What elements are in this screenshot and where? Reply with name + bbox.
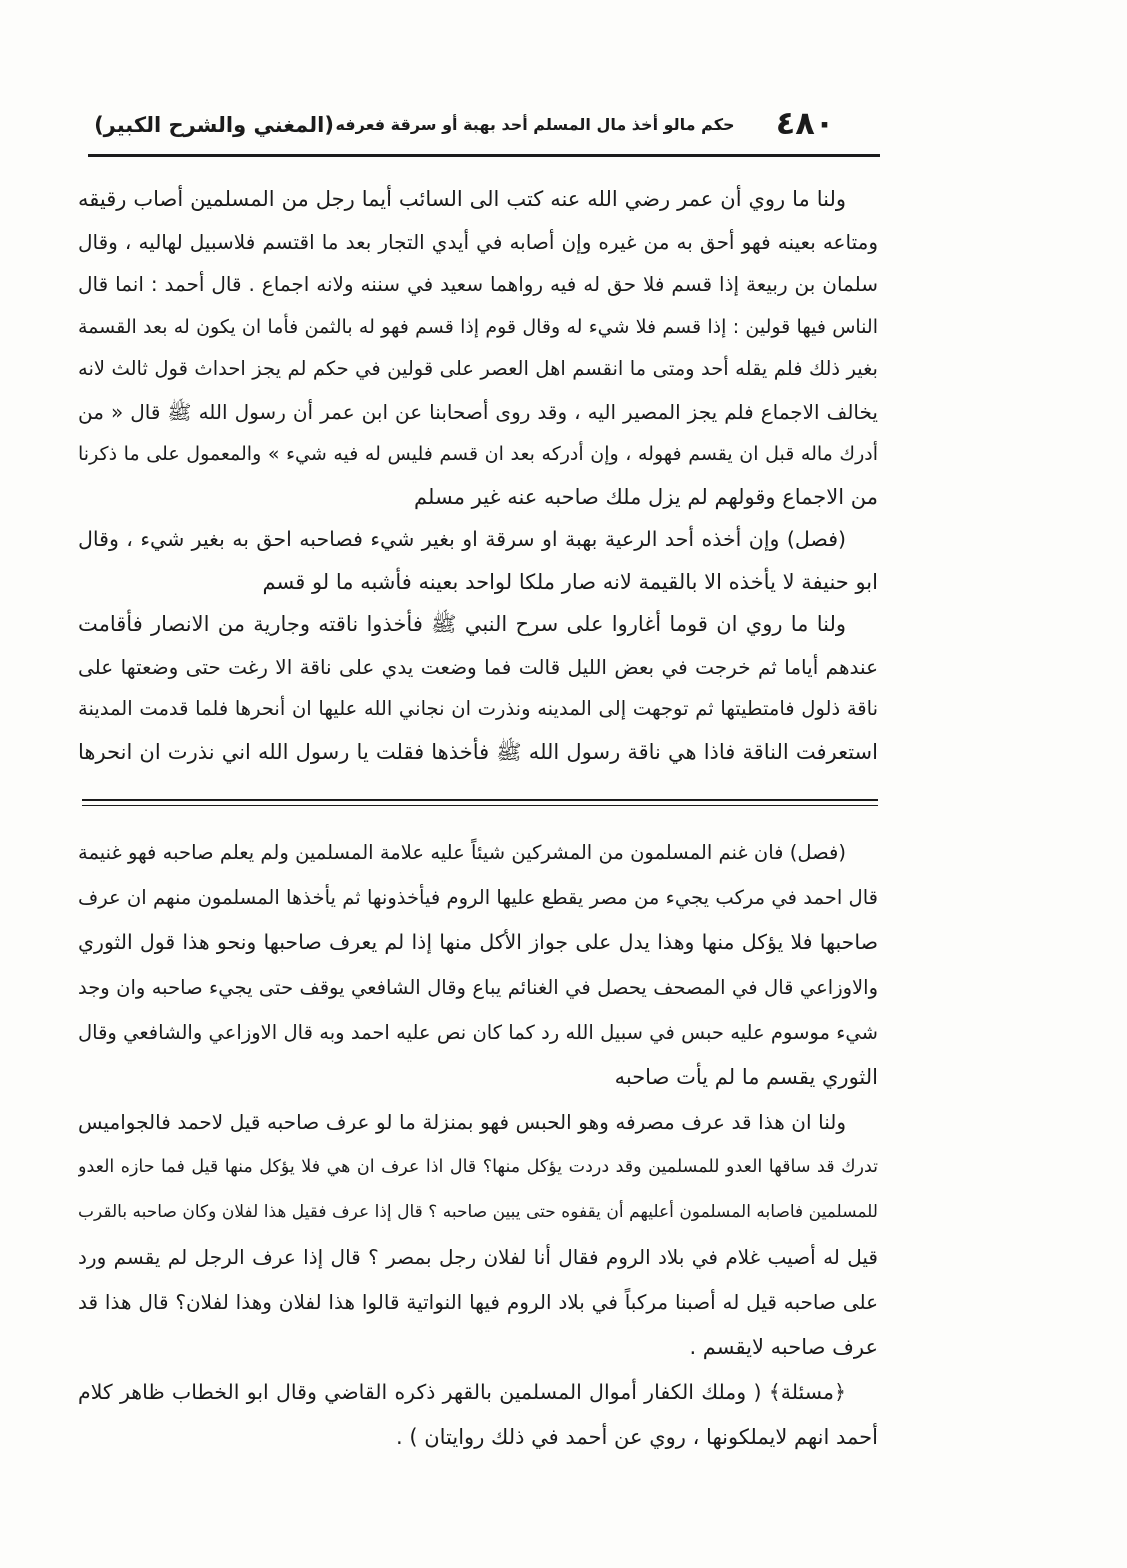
text-line: على صاحبه قيل له أصبنا مركباً في بلاد الروم فيها النواتية قالوا هذا لفلان وهذا لفلان؟ قال هذا قد [78, 1290, 878, 1314]
text-line: صاحبها فلا يؤكل منها وهذا يدل على جواز الأكل منها إذا لم يعرف صاحبها ونحو هذا قول الثوري [78, 930, 878, 954]
text-line: قيل له أصيب غلام في بلاد الروم فقال أنا لفلان رجل بمصر ؟ قال إذا عرف الرجل لم يقسم ورد [78, 1245, 878, 1269]
text-line: قال احمد في مركب يجيء من مصر يقطع عليها الروم فيأخذونها ثم يأخذها المسلمون منهم ان عرف [78, 886, 878, 909]
text-line: من الاجماع وقولهم لم يزل ملك صاحبه عنه غير مسلم [414, 484, 878, 509]
commentary-text [78, 830, 878, 1460]
text-line: والاوزاعي قال في المصحف يحصل في الغنائم يباع وقال الشافعي يوقف حتى يجيء صاحبه وان وجد [78, 976, 878, 999]
text-line: ولنا ان هذا قد عرف مصرفه وهو الحبس فهو بمنزلة ما لو عرف صاحبه قيل لاحمد فالجواميس [78, 1110, 846, 1134]
header-rule [88, 154, 880, 157]
main-text [78, 178, 878, 773]
text-line: استعرفت الناقة فاذا هي ناقة رسول الله ﷺ فأخذها فقلت يا رسول الله اني نذرت ان انحرها [78, 739, 878, 764]
book-title: (المغني والشرح الكبير) [94, 113, 334, 137]
text-line: عرف صاحبه لايقسم . [689, 1335, 878, 1359]
running-title: حكم مالو أخذ مال المسلم أحد بهبة أو سرقة فعرفه [335, 115, 735, 134]
text-line: ابو حنيفة لا يأخذه الا بالقيمة لانه صار ملكا لواحد بعينه فأشبه ما لو قسم [262, 569, 878, 594]
text-line: بغير ذلك فلم يقله أحد ومتى ما انقسم اهل العصر على قولين في حكم لم يجز احداث قول ثالث لانه [78, 357, 878, 380]
section-divider [82, 799, 878, 806]
text-line: للمسلمين فاصابه المسلمون أعليهم أن يقفوه حتى يبين صاحبه ؟ قال إذا عرف فقيل هذا لفلان وكان صاحبه بالقرب [78, 1202, 878, 1222]
text-line: عندهم أياما ثم خرجت في بعض الليل قالت فما وضعت يدي على ناقة الا رغت حتى وضعتها على [78, 654, 878, 679]
text-line: تدرك قد ساقها العدو للمسلمين وقد دردت يؤكل منها؟ قال اذا عرف ان هي فلا يؤكل منها قيل فما حازه العدو [78, 1157, 878, 1177]
masala-heading-line: ﴿مسئلة﴾ ( وملك الكفار أموال المسلمين بالقهر ذكره القاضي وقال ابو الخطاب ظاهر كلام [78, 1380, 846, 1404]
text-line: شيء موسوم عليه حبس في سبيل الله رد كما كان نص عليه احمد وبه قال الاوزاعي والشافعي وقال [78, 1021, 878, 1044]
text-line: الثوري يقسم ما لم يأت صاحبه [614, 1065, 878, 1089]
text-line: ناقة ذلول فامتطيتها ثم توجهت إلى المدينه ونذرت ان نجاني الله عليها ان أنحرها فلما قدمت المدينة [78, 697, 878, 720]
section-heading-line: (فصل) فان غنم المسلمون من المشركين شيئاً عليه علامة المسلمين ولم يعلم صاحبه فهو غنيمة [78, 841, 846, 864]
page-header [88, 98, 880, 150]
text-line: أحمد انهم لايملكونها ، روي عن أحمد في ذلك روايتان ) . [396, 1425, 878, 1449]
text-line: ومتاعه بعينه فهو أحق به من غيره وإن أصابه في أيدي التجار بعد ما اقتسم فلاسبيل لهاليه ، وقال [78, 229, 878, 254]
text-line: ولنا ما روي ان قوما أغاروا على سرح النبي ﷺ فأخذوا ناقته وجارية من الانصار فأقامت [78, 612, 846, 636]
page-number: ٤٨٠ [775, 104, 835, 142]
text-line: ولنا ما روي أن عمر رضي الله عنه كتب الى السائب أيما رجل من المسلمين أصاب رقيقه [78, 187, 846, 211]
text-line: يخالف الاجماع فلم يجز المصير اليه ، وقد روى أصحابنا عن ابن عمر أن رسول الله ﷺ قال « من [78, 399, 878, 424]
text-line: أدرك ماله قبل ان يقسم فهوله ، وإن أدركه بعد ان قسم فليس له فيه شيء » والمعمول على ما ذكرنا [78, 443, 878, 465]
section-heading-line: (فصل) وإن أخذه أحد الرعية بهبة او سرقة او بغير شيء فصاحبه احق به بغير شيء ، وقال [78, 527, 846, 551]
text-line: الناس فيها قولين : إذا قسم فلا شيء له وقال قوم إذا قسم فهو له بالثمن فأما ان يكون له بعد القسمة [78, 315, 878, 338]
text-line: سلمان بن ربيعة إذا قسم فلا حق له فيه رواهما سعيد في سننه ولانه اجماع . قال أحمد : انما قال [78, 272, 878, 296]
